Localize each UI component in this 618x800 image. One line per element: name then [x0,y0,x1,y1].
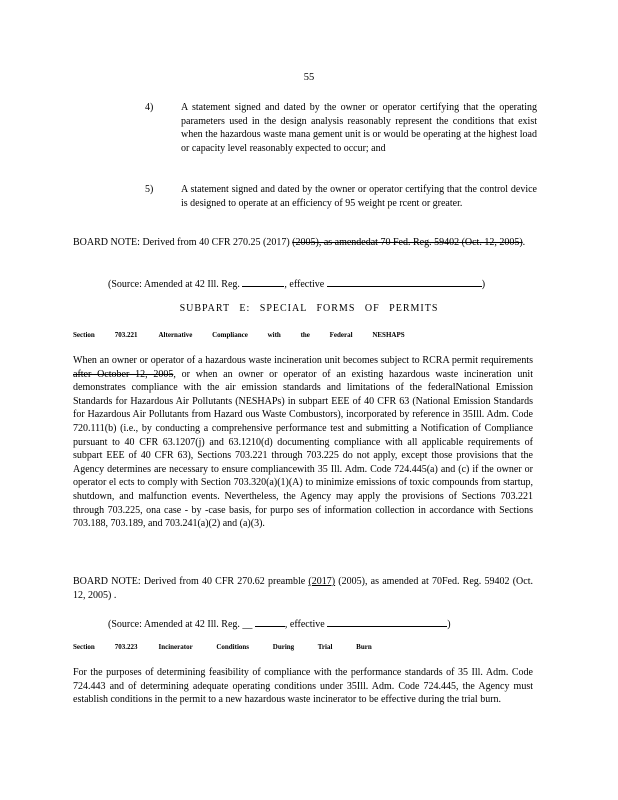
section-heading-703-221 [73,331,533,339]
struck-text: after October 12, 2005 [73,368,174,380]
page-number: 55 [303,72,315,83]
section-title: Alternative Compliance with the Federal NESHAPS [158,331,405,339]
item-number: 4) [145,102,154,113]
list-item-4 [145,101,537,169]
blank-line [255,616,285,627]
source-note-1 [108,276,528,290]
section-label: Section [73,331,95,339]
section-number: 703.223 [114,643,138,651]
section-heading-703-223 [73,643,533,651]
underlined-text: (2017) [308,576,336,587]
struck-text: (2005), as amendedat 70 Fed. Reg. 59402 (Oct. 12, 2005) [292,237,523,248]
source-close: ) [481,279,486,290]
board-note-text: BOARD NOTE: Derived from 40 CFR 270.25 (2017) [73,237,293,248]
blank-line [327,276,482,287]
board-note-end: . [522,237,526,248]
source-text: (Source: Amended at 42 Ill. Reg. [108,279,240,290]
item-text: A statement signed and dated by the owner or operator certifying that the control device is designed to operate at an efficiency of 95 weight pe rcent or greater. [181,184,537,209]
source-close: ) [447,619,451,630]
item-text: A statement signed and dated by the owner or operator certifying that the operating parameters used in the design analysis reasonably represent the conditions that exist when the hazardous waste mana gement unit is or would be operating at the highest load or capacity level reasonably expected to occur; and [181,102,537,154]
board-note-1 [73,236,533,250]
paragraph-703-221 [73,354,533,531]
board-note-2 [73,575,533,602]
source-effective: , effective [284,619,325,630]
paragraph-text: , or when an owner or operator of an existing hazardous waste incineration unit demonstrates compliance with the air emission standards and limitations of the federalNational Emission Standards for Hazardous Air Pollutants (NESHAPs) in subpart EEE of 40 CFR 63 (National Emission Standards for Hazardous Air Pollutants from Hazard ous Waste Combustors), incorporated by reference in 35Ill. Adm. Code 720.111(b) (i.e., by conducting a comprehensive performance test and submitting a Notification of Compliance pursuant to 40 CFR 63.1207(j) and 63.1210(d) documenting compliance with all applicable requirements of subpart EEE of 40 CFR 63), Sections 703.221 through 703.225 do not apply, except those provisions that the Agency determines are necessary to ensure compliancewith 35 Ill. Adm. Code 724.445(a) and (c) if the owner or operator el ects to comply with Section 703.320(a)(1)(A) to minimize emissions of toxic compounds from startup, shutdown, and malfunction events. Nevertheless, the Agency may apply the provisions of Sections 703.221 through 703.225, ona case - by -case basis, for purpo ses of information collection in accordance with Sections 703.188, 703.189, and 703.241(a)(2) and (a)(3). [73,368,533,530]
list-item-5 [145,183,537,223]
section-number: 703.221 [114,331,138,339]
blank-line [242,276,284,287]
section-title: Incinerator Conditions During Trial Burn [158,643,372,651]
item-number: 5) [145,184,154,195]
section-label: Section [73,643,95,651]
board-note-text: (2005), as amended at 70Fed. Reg. 59402 (Oct. 12, 2005) . [73,576,533,601]
source-effective: , effective [284,279,325,290]
source-text: (Source: Amended at 42 Ill. Reg. __ [108,619,253,630]
paragraph-703-223: For the purposes of determining feasibility of compliance with the performance standards of 35 Ill. Adm. Code 724.443 and of determining adequate operating conditions under 35Ill. Adm. Code 724.445, the Agency must establish conditions in the permit to a new hazardous waste incinerator to be effective during the trial burn. [73,667,533,706]
source-note-2 [108,616,528,630]
paragraph-text: When an owner or operator of a hazardous waste incineration unit becomes subject to RCRA permit requirements [73,355,533,366]
board-note-text: BOARD NOTE: Derived from 40 CFR 270.62 preamble [73,576,309,587]
subpart-heading: SUBPART E: SPECIAL FORMS OF PERMITS [179,303,439,314]
blank-line [327,616,447,627]
